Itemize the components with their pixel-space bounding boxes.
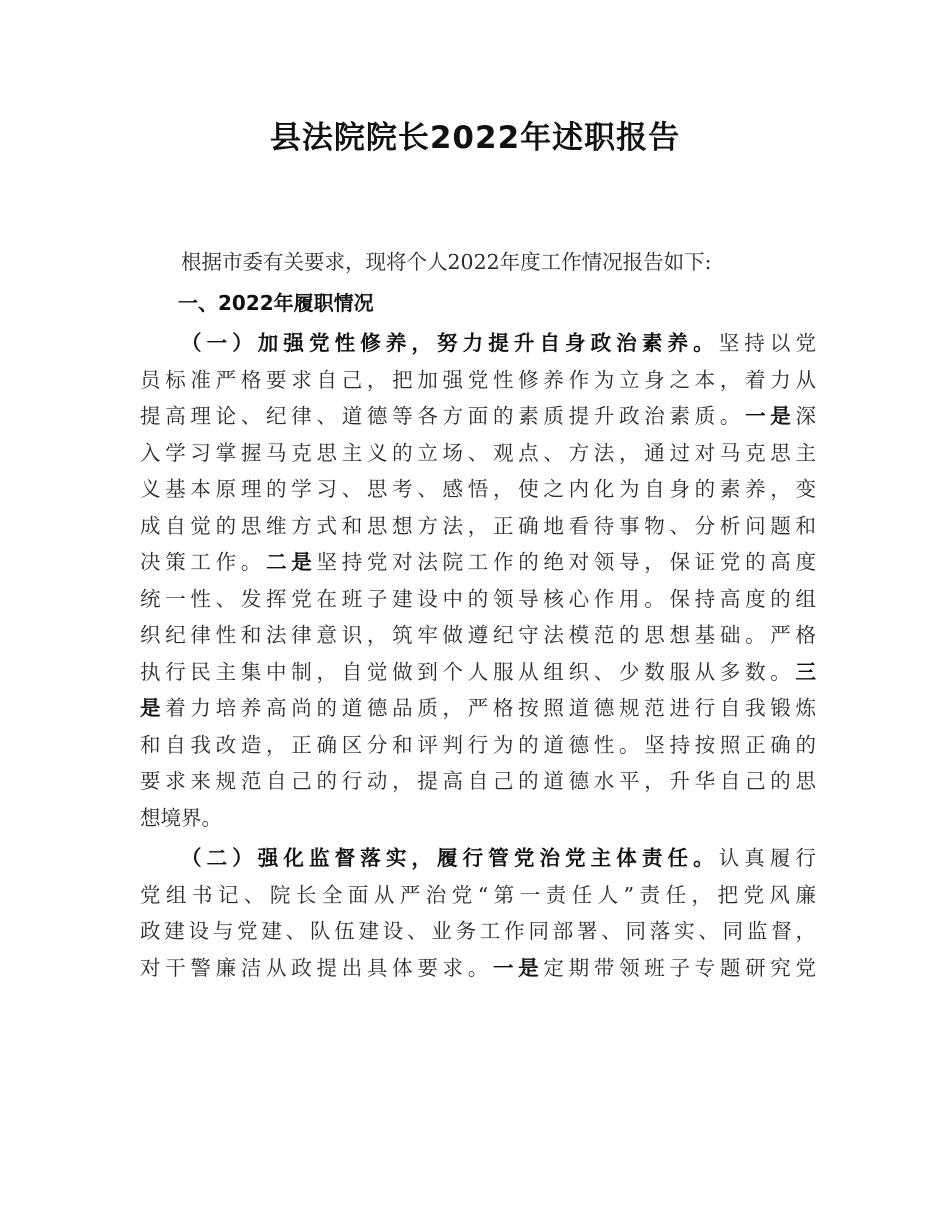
- text-line: 是着力培养高尚的道德品质，严格按照道德规范进行自我锻炼: [140, 696, 817, 720]
- bold-marker: 一是: [745, 404, 796, 428]
- text-line: （二）强化监督落实，履行管党治党主体责任。认真履行: [181, 846, 816, 870]
- bold-marker: 一是: [492, 955, 544, 980]
- text-line: 成自觉的思维方式和思想方法，正确地看待事物、分析问题和: [140, 513, 816, 538]
- bold-marker: 是: [140, 696, 166, 720]
- text-line: 政建设与党建、队伍建设、业务工作同部署、同落实、同监督，: [140, 919, 816, 943]
- paragraph-2: [140, 840, 816, 986]
- text-line: 要求来规范自己的行动，提高自己的道德水平，升华自己的思: [140, 769, 816, 793]
- text-line: 执行民主集中制，自觉做到个人服从组织、少数服从多数。三: [140, 659, 816, 684]
- text-line: （一）加强党性修养，努力提升自身政治素养。坚持以党: [181, 331, 816, 355]
- intro-paragraph: 根据市委有关要求，现将个人2022年度工作情况报告如下:: [181, 250, 712, 274]
- text-line: 想境界。: [140, 805, 222, 830]
- bold-marker: 三: [795, 659, 816, 684]
- bold-marker: 二是: [266, 550, 317, 574]
- text-line: 提高理论、纪律、道德等各方面的素质提升政治素质。一是深: [140, 404, 817, 428]
- bold-lead: （二）强化监督落实，履行管党治党主体责任。: [181, 846, 719, 870]
- text-line: 党组书记、院长全面从严治党“第一责任人”责任，把党风廉: [140, 882, 816, 907]
- text-line: 决策工作。二是坚持党对法院工作的绝对领导，保证党的高度: [140, 550, 817, 574]
- text-line: 统一性、发挥党在班子建设中的领导核心作用。保持高度的组: [140, 586, 816, 611]
- text-line: 员标准严格要求自己，把加强党性修养作为立身之本，着力从: [140, 367, 816, 392]
- bold-lead: （一）加强党性修养，努力提升自身政治素养。: [181, 331, 719, 355]
- section-heading: 一、2022年履职情况: [178, 290, 374, 315]
- text-line: 入学习掌握马克思主义的立场、观点、方法，通过对马克思主: [140, 440, 816, 465]
- document-title: 县法院院长2022年述职报告: [269, 120, 681, 156]
- document-body: [140, 244, 816, 990]
- text-line: 对干警廉洁从政提出具体要求。一是定期带领班子专题研究党: [140, 955, 817, 980]
- text-line: 和自我改造，正确区分和评判行为的道德性。坚持按照正确的: [140, 732, 816, 757]
- text-line: 义基本原理的学习、思考、感悟，使之内化为自身的素养，变: [140, 477, 816, 501]
- text-line: 织纪律性和法律意识，筑牢做遵纪守法模范的思想基础。严格: [140, 623, 816, 647]
- paragraph-1: [140, 325, 816, 836]
